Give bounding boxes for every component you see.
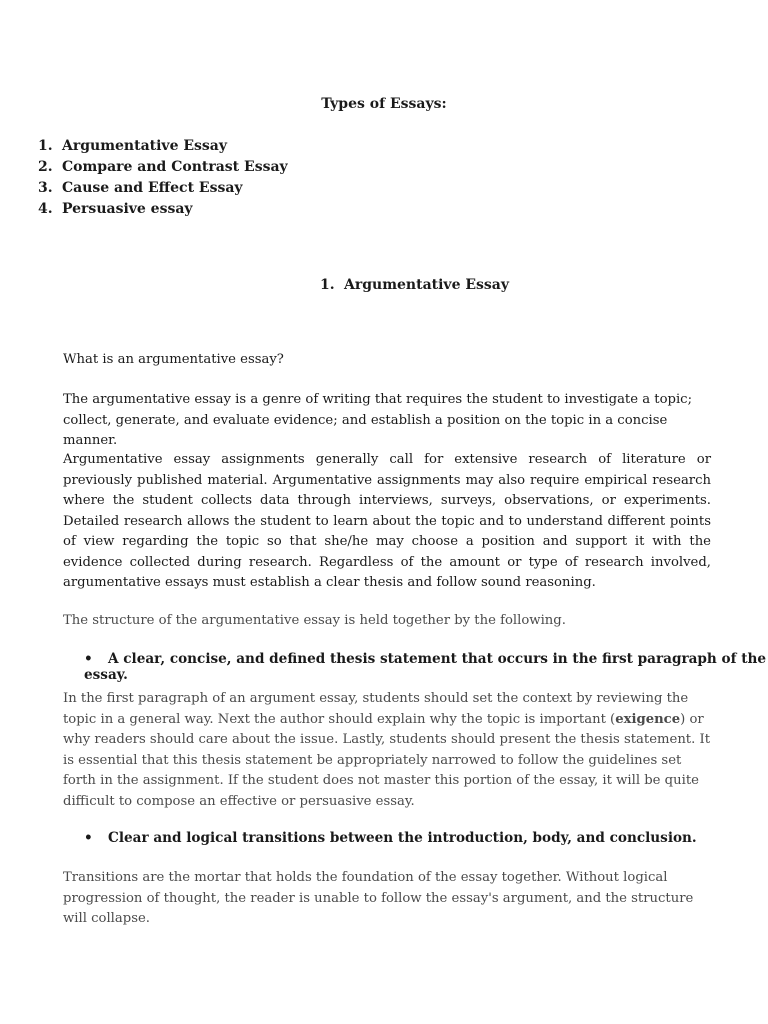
paragraph-transitions: Transitions are the mortar that holds the foundation of the essay together. Without logical progression of thought, the reader is unable to follow the essay's argument, and the structure will collapse. [63,870,694,926]
question-text: What is an argumentative essay? [63,352,284,367]
section-number: 1. [320,277,335,293]
list-item [38,136,288,157]
paragraph-structure-intro: The structure of the argumentative essay is held together by the following. [63,613,566,628]
paragraph-text: In the first paragraph of an argument essay, students should set the context by reviewing the topic in a general way. Next the author should explain why the topic is important ( [63,691,689,727]
bullet-text: A clear, concise, and defined thesis statement that occurs in the first paragraph of the essay. [84,651,767,683]
essay-types-list [38,136,288,220]
document-title: Types of Essays: [321,96,447,112]
bullet-text: Clear and logical transitions between the introduction, body, and conclusion. [108,830,697,846]
list-number: 1. [38,138,53,154]
list-label: Persuasive essay [62,201,193,217]
paragraph-thesis [63,689,711,812]
list-label: Argumentative Essay [62,138,227,154]
list-label: Compare and Contrast Essay [62,159,288,175]
list-item [38,199,288,220]
paragraph-definition: The argumentative essay is a genre of writing that requires the student to investigate a topic; collect, generate, and evaluate evidence; and establish a position on the topic in a concise manner. [63,392,693,448]
list-number: 2. [38,159,53,175]
section-label: Argumentative Essay [344,277,509,293]
bullet-thesis [84,651,768,683]
exigence-term: exigence [615,711,681,727]
section-heading [320,277,509,293]
bullet-icon: • [84,651,93,667]
list-item [38,157,288,178]
bullet-icon: • [84,830,93,846]
list-number: 3. [38,180,53,196]
paragraph-text: ) or why readers should care about the issue. Lastly, students should present the thesis statement. It is essential that this thesis statement be appropriately narrowed to follow the guidelines set forth in the assignment. If the student does not master this portion of the essay, it will be quite difficult to compose an effective or persuasive essay. [63,711,711,809]
bullet-transitions [84,830,697,846]
list-number: 4. [38,201,53,217]
list-label: Cause and Effect Essay [62,180,243,196]
paragraph-research: Argumentative essay assignments generally call for extensive research of literature or previously published material. Argumentative assignments may also require empirical research where the student collects data through interviews, surveys, observations, or experiments. Detailed research allows the student to learn about the topic and to understand different points of view regarding the topic so that she/he may choose a position and support it with the evidence collected during research. Regardless of the amount or type of research involved, argumentative essays must establish a clear thesis and follow sound reasoning. [63,452,711,590]
list-item [38,178,288,199]
